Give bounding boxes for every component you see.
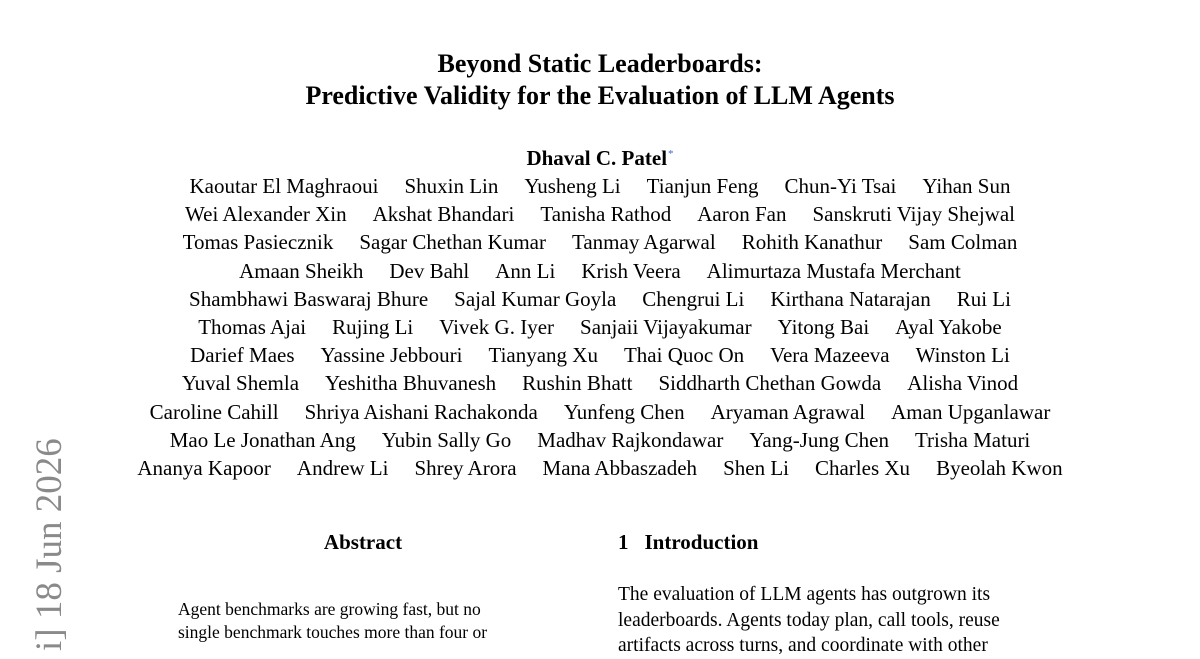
author-name: Aaron Fan	[697, 202, 787, 227]
author-name: Byeolah Kwon	[936, 455, 1063, 480]
section-number: 1	[618, 530, 629, 554]
author-name: Ayal Yakobe	[895, 314, 1002, 339]
author-name: Yubin Sally Go	[381, 427, 512, 452]
author-name: Alimurtaza Mustafa Merchant	[706, 258, 961, 283]
author-name: Vivek G. Iyer	[439, 314, 555, 339]
author-name: Yitong Bai	[777, 314, 870, 339]
author-name: Shriya Aishani Rachakonda	[304, 399, 538, 424]
author-name: Caroline Cahill	[149, 399, 279, 424]
author-line	[66, 341, 1134, 369]
author-name: Yusheng Li	[524, 174, 621, 198]
paper-title	[0, 48, 1200, 112]
introduction-body	[618, 582, 1068, 659]
title-line-1: Beyond Static Leaderboards:	[437, 49, 763, 78]
title-line-2: Predictive Validity for the Evaluation of LLM Agents	[305, 81, 895, 110]
section-heading-introduction	[618, 529, 758, 555]
abstract-body	[178, 598, 558, 644]
author-name: Amaan Sheikh	[239, 258, 364, 283]
author-line	[66, 172, 1134, 200]
author-name: Winston Li	[915, 343, 1010, 368]
author-line	[66, 257, 1134, 285]
author-name: Wei Alexander Xin	[185, 202, 347, 227]
author-name: Kirthana Natarajan	[770, 286, 931, 311]
author-name: Yeshitha Bhuvanesh	[325, 371, 497, 396]
author-name: Sanjaii Vijayakumar	[580, 314, 752, 339]
introduction-line: leaderboards. Agents today plan, call tools, reuse	[618, 609, 1000, 631]
author-name: Alisha Vinod	[907, 371, 1019, 396]
author-name: Rohith Kanathur	[741, 230, 883, 255]
introduction-line: The evaluation of LLM agents has outgrown its	[618, 584, 991, 605]
author-line	[66, 426, 1134, 454]
author-name: Shambhawi Baswaraj Bhure	[189, 286, 429, 311]
author-name: Ananya Kapoor	[137, 455, 271, 480]
author-list	[66, 172, 1134, 482]
author-name: Shen Li	[723, 455, 789, 480]
author-name: Tianjun Feng	[646, 174, 759, 198]
author-name: Madhav Rajkondawar	[537, 427, 724, 452]
author-name: Yunfeng Chen	[563, 399, 685, 424]
author-name: Sagar Chethan Kumar	[359, 230, 546, 255]
author-name: Shrey Arora	[414, 455, 517, 480]
author-name: Aman Upganlawar	[891, 399, 1051, 424]
author-name: Trisha Maturi	[914, 427, 1031, 452]
author-name: Chengrui Li	[642, 286, 745, 311]
author-name: Yuval Shemla	[181, 371, 300, 396]
author-line	[66, 285, 1134, 313]
author-name: Kaoutar El Maghraoui	[189, 174, 379, 198]
corresponding-author-mark[interactable]: *	[668, 148, 674, 160]
author-name: Shuxin Lin	[404, 174, 499, 198]
author-name: Yihan Sun	[922, 174, 1011, 198]
author-line	[66, 398, 1134, 426]
author-name: Mao Le Jonathan Ang	[169, 427, 356, 452]
author-name: Krish Veera	[581, 258, 681, 283]
author-name: Yang-Jung Chen	[749, 427, 889, 452]
author-name: Ann Li	[495, 258, 556, 283]
section-title: Introduction	[644, 530, 759, 554]
author-name: Vera Mazeeva	[770, 343, 890, 368]
author-line	[66, 454, 1134, 482]
author-line	[66, 313, 1134, 341]
author-name: Tanisha Rathod	[540, 202, 672, 227]
abstract-heading: Abstract	[323, 530, 403, 554]
author-name: Tanmay Agarwal	[571, 230, 716, 255]
author-name: Sam Colman	[908, 230, 1018, 255]
author-name: Dev Bahl	[389, 258, 470, 283]
author-line	[66, 200, 1134, 228]
author-name: Sanskruti Vijay Shejwal	[812, 202, 1015, 227]
abstract-line: single benchmark touches more than four or	[178, 622, 488, 642]
author-name: Siddharth Chethan Gowda	[658, 371, 882, 396]
author-line	[66, 369, 1134, 397]
author-name: Tianyang Xu	[488, 343, 598, 368]
introduction-line: artifacts across turns, and coordinate with other	[618, 635, 988, 656]
author-name: Mana Abbaszadeh	[542, 455, 698, 480]
author-name: Rujing Li	[332, 314, 414, 339]
author-name: Chun-Yi Tsai	[784, 174, 897, 198]
abstract-line: Agent benchmarks are growing fast, but no	[178, 599, 481, 619]
author-name: Darief Maes	[190, 343, 295, 368]
author-name: Yassine Jebbouri	[320, 343, 463, 368]
author-name: Andrew Li	[296, 455, 389, 480]
author-name: Akshat Bhandari	[372, 202, 515, 227]
author-name: Tomas Pasiecznik	[182, 230, 334, 255]
author-name: Charles Xu	[814, 455, 911, 480]
author-name: Sajal Kumar Goyla	[454, 286, 617, 311]
lead-author-name: Dhaval C. Patel	[526, 146, 668, 170]
author-name: Aryaman Agrawal	[710, 399, 866, 424]
author-line	[66, 228, 1134, 256]
lead-author	[0, 141, 1200, 171]
author-name: Rushin Bhatt	[522, 371, 633, 396]
arxiv-stamp: i] 18 Jun 2026	[29, 438, 70, 651]
author-name: Thomas Ajai	[198, 314, 307, 339]
author-name: Thai Quoc On	[623, 343, 745, 368]
author-name: Rui Li	[956, 286, 1011, 311]
